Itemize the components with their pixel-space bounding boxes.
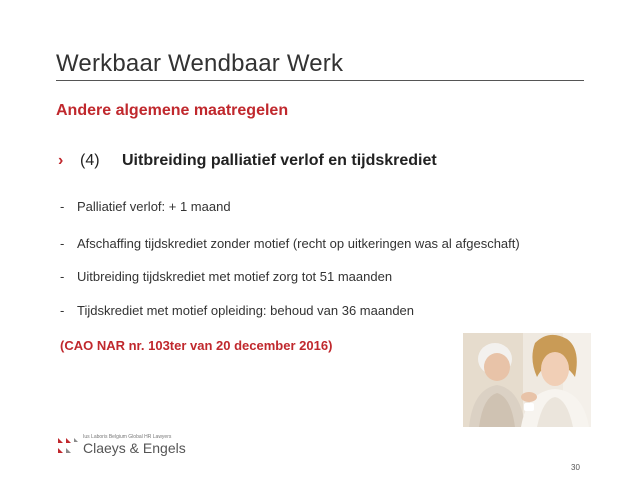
- logo-mark-icon: [57, 436, 79, 458]
- claeys-engels-logo: [57, 434, 197, 460]
- list-item: [60, 236, 520, 251]
- dash-marker: -: [60, 303, 65, 318]
- chevron-right-icon: ›: [58, 152, 64, 169]
- section-heading: Uitbreiding palliatief verlof en tijdskrediet: [122, 152, 437, 169]
- list-item-text: Uitbreiding tijdskrediet met motief zorg tot 51 maanden: [77, 269, 393, 284]
- dash-marker: -: [60, 269, 65, 284]
- list-item: [60, 303, 414, 318]
- list-item-text: Palliatief verlof: + 1 maand: [77, 199, 231, 214]
- list-item-text: Afschaffing tijdskrediet zonder motief (recht op uitkeringen was al afgeschaft): [77, 236, 520, 251]
- section-heading-row: [58, 152, 437, 170]
- page-number: 30: [571, 463, 580, 472]
- dash-marker: -: [60, 236, 65, 251]
- title-divider: [56, 80, 584, 81]
- legal-reference: (CAO NAR nr. 103ter van 20 december 2016): [60, 338, 333, 353]
- list-item-text: Tijdskrediet met motief opleiding: behoud van 36 maanden: [77, 303, 415, 318]
- caregiver-photo: [463, 333, 591, 427]
- slide-subtitle: Andere algemene maatregelen: [56, 102, 289, 119]
- slide-title: Werkbaar Wendbaar Werk: [56, 50, 344, 77]
- list-item: [60, 269, 392, 284]
- logo-name: Claeys & Engels: [83, 440, 186, 456]
- dash-marker: -: [60, 199, 65, 214]
- list-item: [60, 199, 231, 214]
- section-number: (4): [80, 152, 100, 169]
- logo-tagline: Ius Laboris Belgium Global HR Lawyers: [83, 434, 172, 440]
